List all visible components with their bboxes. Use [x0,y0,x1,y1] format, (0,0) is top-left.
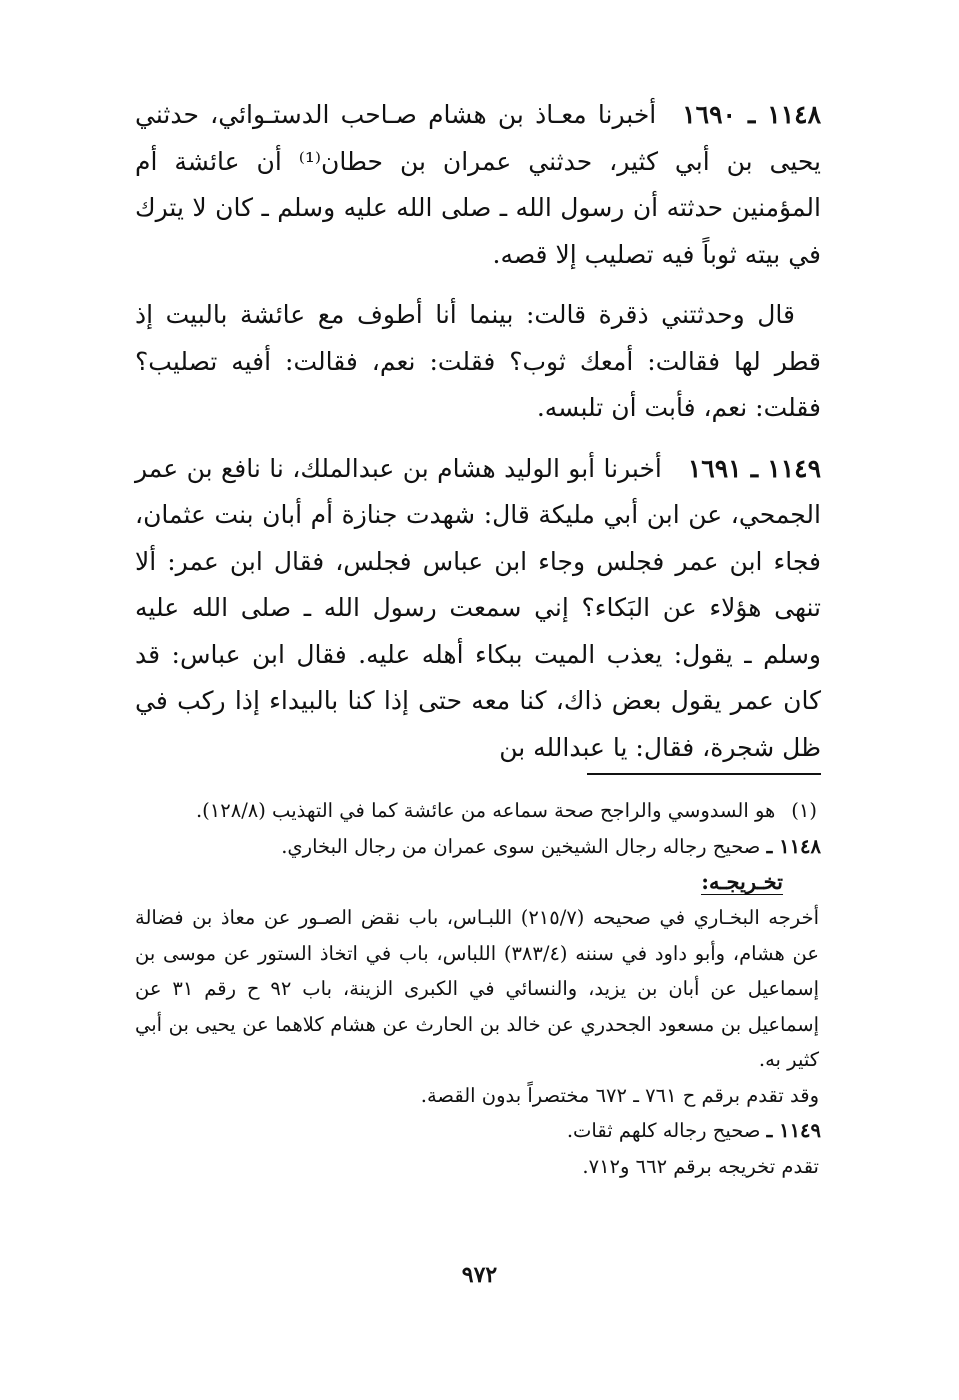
footnote-1-text: هو السدوسي والراجح صحة سماعه من عائشة كما في التهذيب (١٢٨/٨). [195,799,776,822]
footnote-1 [135,793,817,829]
note-1148-text: صحيح رجاله رجال الشيخين سوى عمران من رجال البخاري. [281,834,761,858]
note-1149-number: ١١٤٩ ـ [766,1119,821,1142]
hadith-1149-paragraph [135,446,821,772]
footnote-divider [587,773,821,775]
takhrij-text: أخرجه البخـاري في صحيحه (٢١٥/٧) اللبـاس، باب نقض الصـور عن معاذ بن فضالة عن هشام، وأبو داود في سننه (٣٨٣/٤) اللباس، باب في اتخاذ الستور عن موسى بن إسماعيل عن أبان بن يزيد، والنسائي في الكبرى الزينة، باب ٩٢ ح رقم ٣١ عن إسماعيل بن مسعود الجحدري عن خالد بن الحارث عن هشام كلاهما عن يحيى بن أبي كثير به. [135,906,819,1071]
takhrij-heading [135,864,783,900]
main-text [135,92,821,771]
note-1148 [135,829,821,865]
note-1149-reference: تقدم تخريجه برقم ٦٦٢ و٧١٢. [582,1154,819,1178]
note-1149 [135,1113,821,1149]
hadith-1148-continuation: قال وحدثتني ذقرة قالت: بينما أنا أطوف مع عائشة بالبيت إذ قطر لها فقالت: أمعك ثوب؟ فقلت: نعم، فقالت: أفيه تصليب؟ فقلت: نعم، فأبت أن تلبسه. [135,300,821,422]
hadith-1149-text: أخبرنا أبو الوليد هشام بن عبدالملك، نا نافع بن عمر الجمحي، عن ابن أبي مليكة قال: شهدت جنازة أم أبان بنت عثمان، فجاء ابن عمر فجلس وجاء ابن عباس فجلس، فقال ابن عمر: ألا تنهى هؤلاء عن البَكاء؟ إني سمعت رسول الله ـ صلى الله عليه وسلم ـ يقول: يعذب الميت ببكاء أهله عليه. فقال ابن عباس: قد كان عمر يقول بعض ذاك، كنا معه حتى إذا كنا بالبيداء إذا ركب في ظل شجرة، فقال: يا عبدالله بن [135,453,821,762]
takhrij-heading-text: تخـريجـه: [701,869,783,894]
hadith-1148-text: أخبرنا معـاذ بن هشام صـاحب الدستـوائي، حدثني يحيى بن أبي كثير، حدثني عمران بن حطان⁽¹⁾ أن عائشة أم المؤمنين حدثته أن رسول الله ـ صلى الله عليه وسلم ـ كان لا يترك في بيته ثوباً فيه تصليب إلا قصه. [135,100,821,269]
hadith-1148-number: ١١٤٨ ـ ١٦٩٠ [682,100,822,129]
footnote-1-marker: (١) [791,799,817,822]
hadith-1148-paragraph [135,92,821,278]
page-number: ٩٧٢ [461,1262,498,1288]
takhrij-reference: وقد تقدم برقم ح ٧٦١ ـ ٦٧٢ مختصراً بدون القصة. [420,1083,819,1107]
note-1149-text: صحيح رجاله كلهم ثقات. [566,1119,761,1142]
note-1148-number: ١١٤٨ ـ [766,834,821,858]
footnotes-section [135,793,821,1184]
hadith-1149-number: ١١٤٩ ـ ١٦٩١ [687,453,822,483]
